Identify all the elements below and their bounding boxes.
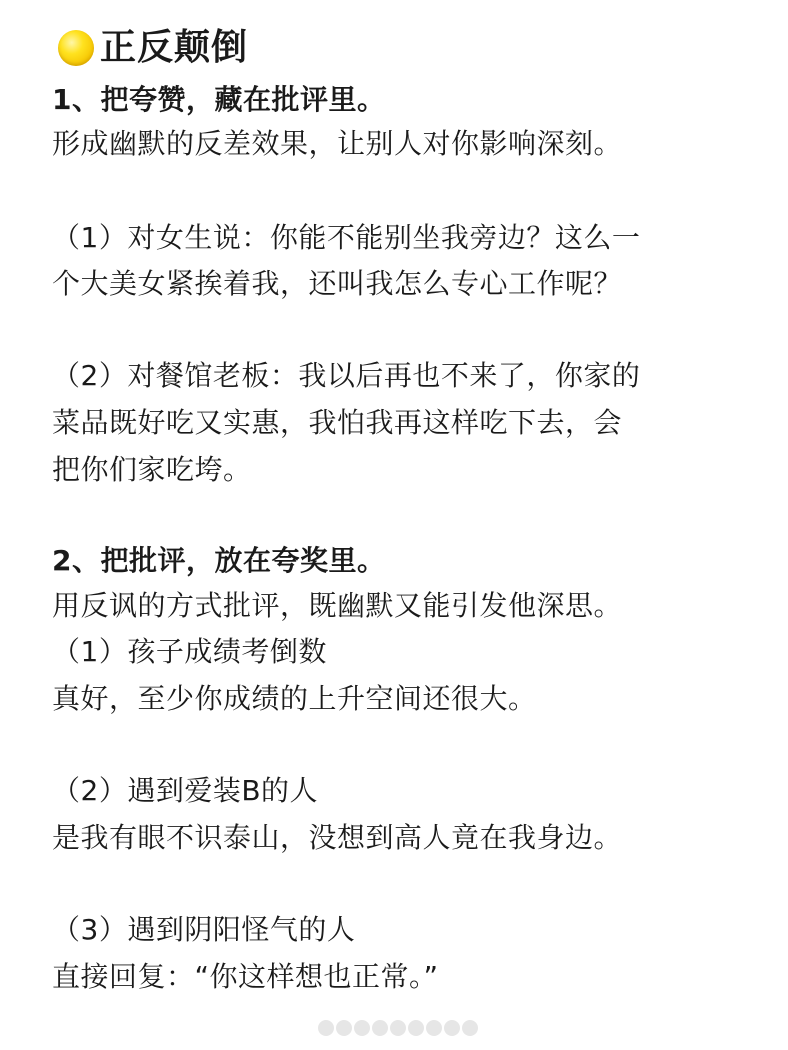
yellow-circle-icon (58, 30, 94, 66)
section1-example2-line1: （2）对餐馆老板：我以后再也不来了，你家的 (52, 359, 641, 392)
section2-example3-scene: （3）遇到阴阳怪气的人 (52, 913, 356, 946)
section1-example2-line2: 菜品既好吃又实惠，我怕我再这样吃下去，会 (52, 406, 623, 439)
section2-example1-scene: （1）孩子成绩考倒数 (52, 635, 327, 668)
section2-example3-reply: 直接回复：“你这样想也正常。” (52, 960, 439, 993)
section1-example1-line1: （1）对女生说：你能不能别坐我旁边？这么一 (52, 221, 641, 254)
section1-example1-line2: 个大美女紧挨着我，还叫我怎么专心工作呢？ (52, 267, 623, 300)
watermark-dot (372, 1020, 388, 1036)
section1-heading: 1、把夸赞，藏在批评里。 (52, 83, 386, 116)
watermark-dot (426, 1020, 442, 1036)
title-row (58, 24, 248, 72)
watermark-dot (390, 1020, 406, 1036)
page-title: 正反颠倒 (100, 27, 249, 68)
watermark-dot (462, 1020, 478, 1036)
watermark-dot (354, 1020, 370, 1036)
section2-example2-reply: 是我有眼不识泰山，没想到高人竟在我身边。 (52, 821, 623, 854)
watermark-dots (318, 1020, 478, 1036)
section2-example2-scene: （2）遇到爱装B的人 (52, 774, 319, 807)
watermark-dot (318, 1020, 334, 1036)
section2-example1-reply: 真好，至少你成绩的上升空间还很大。 (52, 682, 537, 715)
watermark-dot (408, 1020, 424, 1036)
watermark-dot (444, 1020, 460, 1036)
section2-intro: 用反讽的方式批评，既幽默又能引发他深思。 (52, 589, 623, 622)
section1-intro: 形成幽默的反差效果，让别人对你影响深刻。 (52, 127, 623, 160)
section2-heading: 2、把批评，放在夸奖里。 (52, 544, 386, 577)
section1-example2-line3: 把你们家吃垮。 (52, 453, 252, 486)
watermark-dot (336, 1020, 352, 1036)
